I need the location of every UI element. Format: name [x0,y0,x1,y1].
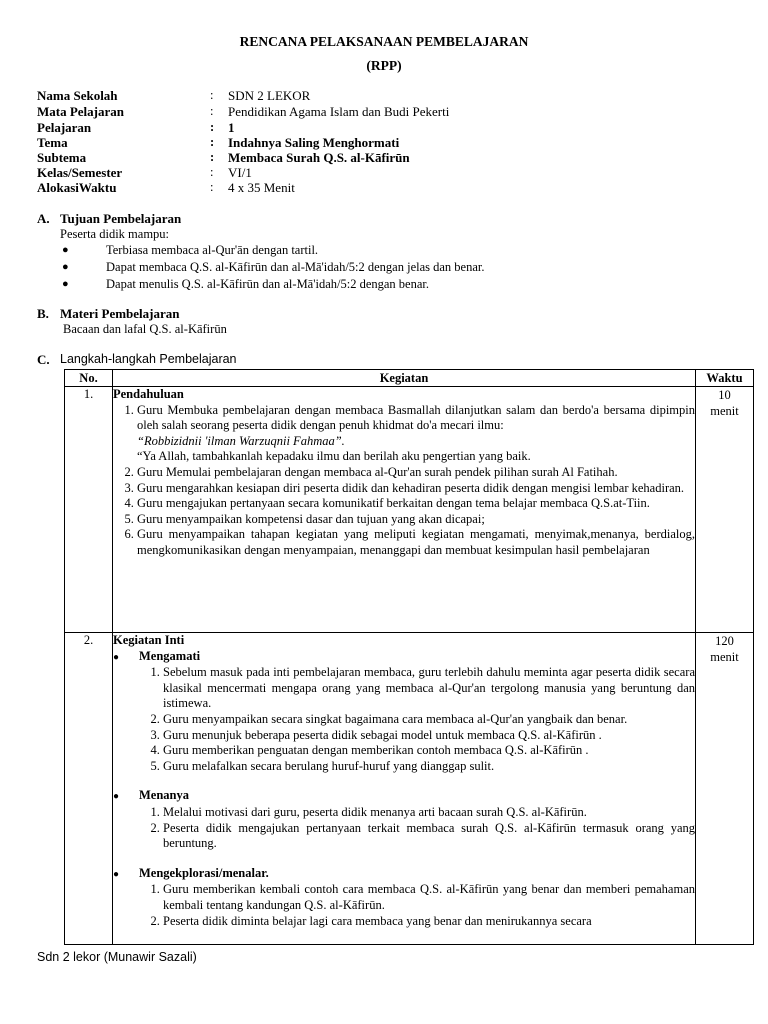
section-a-letter: A. [37,211,50,226]
section-a-heading: Tujuan Pembelajaran [60,211,182,226]
bullet-icon: ● [62,244,69,256]
section-c-heading: Langkah-langkah Pembelajaran [60,352,237,366]
info-value-school: SDN 2 LEKOR [228,88,311,103]
header-waktu: Waktu [696,370,754,387]
info-value-class: VI/1 [228,165,252,180]
document-title: RENCANA PELAKSANAAN PEMBELAJARAN [239,34,529,49]
info-label: Pelajaran [37,120,92,135]
page-footer: Sdn 2 lekor (Munawir Sazali) [37,950,197,964]
activity-list [113,805,695,852]
group-title: Menanya [139,788,189,803]
list-item: 1. Guru memberikan kembali contoh cara membaca Q.S. al-Kāfirūn yang benar dan memberi pemahaman kembali tentang kandungan Q.S. al-Kāfirūn. [163,882,695,913]
activity-list [113,403,695,559]
info-colon: : [210,165,214,179]
group-heading [113,788,695,805]
bullet-icon: ● [113,868,120,880]
info-label: Mata Pelajaran [37,104,125,119]
objective-item: Terbiasa membaca al-Qur'ān dengan tartil. [106,243,319,257]
list-item: 3. Guru menunjuk beberapa peserta didik sebagai model untuk membaca Q.S. al-Kāfirūn . [163,728,695,744]
info-colon: : [210,135,215,149]
info-colon: : [210,104,214,118]
list-item: 3. Guru mengarahkan kesiapan diri peserta didik dan kehadiran peserta didik dengan mengisi lembar kehadiran. [137,481,695,497]
info-value-subtheme: Membaca Surah Q.S. al-Kāfirūn [228,150,410,165]
list-item: 1. Sebelum masuk pada inti pembelajaran membaca, guru terlebih dahulu meminta agar peserta didik secara klasikal mencermati mengapa orang yang membaca al-Qur'an tergolong manusia yang beruntung dan istimewa. [163,665,695,712]
objective-item: Dapat menulis Q.S. al-Kāfirūn dan al-Mā'idah/5:2 dengan benar. [106,277,429,291]
bullet-icon: ● [62,261,69,273]
section-c-letter: C. [37,352,50,367]
table-header-row [65,370,754,387]
section-b-text: Bacaan dan lafal Q.S. al-Kāfirūn [63,322,227,336]
list-item: 6. Guru menyampaikan tahapan kegiatan yang meliputi kegiatan mengamati, menyimak,menanya, berdialog, mengkomunikasikan dengan menyampaian, menanggapi dan membuat kesimpulan hasil pembelajaran [137,527,695,558]
info-value-time: 4 x 35 Menit [228,180,295,195]
header-kegiatan: Kegiatan [113,370,696,387]
row-number: 1. [65,387,113,633]
info-value-theme: Indahnya Saling Menghormati [228,135,400,150]
list-item [137,403,695,465]
info-colon: : [210,180,214,194]
table-row [65,387,754,633]
time-cell [696,387,754,633]
list-item: 2. Guru Memulai pembelajaran dengan membaca al-Qur'an surah pendek pilihan surah Al Fatihah. [137,465,695,481]
activity-list [113,882,695,929]
list-item: 2. Peserta didik diminta belajar lagi cara membaca yang benar dan menirukannya secara [163,914,695,930]
section-b-letter: B. [37,306,49,321]
time-unit: menit [710,404,739,418]
list-item: 4. Guru memberikan penguatan dengan memberikan contoh membaca Q.S. al-Kāfirūn . [163,743,695,759]
document-subtitle: (RPP) [366,58,402,73]
info-label: Kelas/Semester [37,165,123,180]
list-item: 1. Melalui motivasi dari guru, peserta didik menanya arti bacaan surah Q.S. al-Kāfirūn. [163,805,695,821]
activity-cell [113,633,696,945]
group-title: Mengamati [139,648,201,663]
bullet-icon: ● [113,651,120,663]
info-colon: : [210,88,214,102]
prayer-translation: “Ya Allah, tambahkanlah kepadaku ilmu dan berilah aku pengertian yang baik. [137,449,531,464]
list-item: 2. Guru menyampaikan secara singkat bagaimana cara membaca al-Qur'an yangbaik dan benar. [163,712,695,728]
section-a-intro: Peserta didik mampu: [60,227,170,241]
time-value: 10 [718,388,731,402]
objective-item: Dapat membaca Q.S. al-Kāfirūn dan al-Mā'idah/5:2 dengan jelas dan benar. [106,260,485,274]
list-item: 5. Guru menyampaikan kompetensi dasar dan tujuan yang akan dicapai; [137,512,695,528]
info-value-subject: Pendidikan Agama Islam dan Budi Pekerti [228,104,450,119]
list-item: 4. Guru mengajukan pertanyaan secara komunikatif berkaitan dengan tema belajar membaca Q.S.at-Tiin. [137,496,695,512]
info-label: AlokasiWaktu [37,180,117,195]
activity-list [113,665,695,774]
activity-heading: Kegiatan Inti [113,633,185,647]
table-row [65,633,754,945]
lesson-steps-table [64,369,754,945]
info-label: Nama Sekolah [37,88,118,103]
header-no: No. [65,370,113,387]
section-b-heading: Materi Pembelajaran [60,306,180,321]
info-label: Subtema [37,150,87,165]
info-colon: : [210,120,215,134]
activity-heading: Pendahuluan [113,387,184,401]
time-unit: menit [710,650,739,664]
info-colon: : [210,150,215,164]
prayer-quote: “Robbizidnii 'ilman Warzuqnii Fahmaa”. [137,433,345,448]
bullet-icon: ● [113,791,120,803]
time-cell [696,633,754,945]
group-title: Mengekplorasi/menalar. [139,865,269,880]
group-heading [113,649,695,666]
info-value-lesson: 1 [228,120,235,135]
info-label: Tema [37,135,68,150]
bullet-icon: ● [62,278,69,290]
activity-cell [113,387,696,633]
list-item: 5. Guru melafalkan secara berulang huruf-huruf yang dianggap sulit. [163,759,695,775]
list-item: 2. Peserta didik mengajukan pertanyaan terkait membaca surah Q.S. al-Kāfirūn termasuk orang yang beruntung. [163,821,695,852]
group-heading [113,866,695,883]
list-item-text: Guru Membuka pembelajaran dengan membaca Basmallah dilanjutkan salam dan berdo'a bersama dipimpin oleh salah seorang peserta didik dengan penuh khidmat do'a mecari ilmu: [137,402,695,433]
time-value: 120 [715,634,734,648]
row-number: 2. [65,633,113,945]
